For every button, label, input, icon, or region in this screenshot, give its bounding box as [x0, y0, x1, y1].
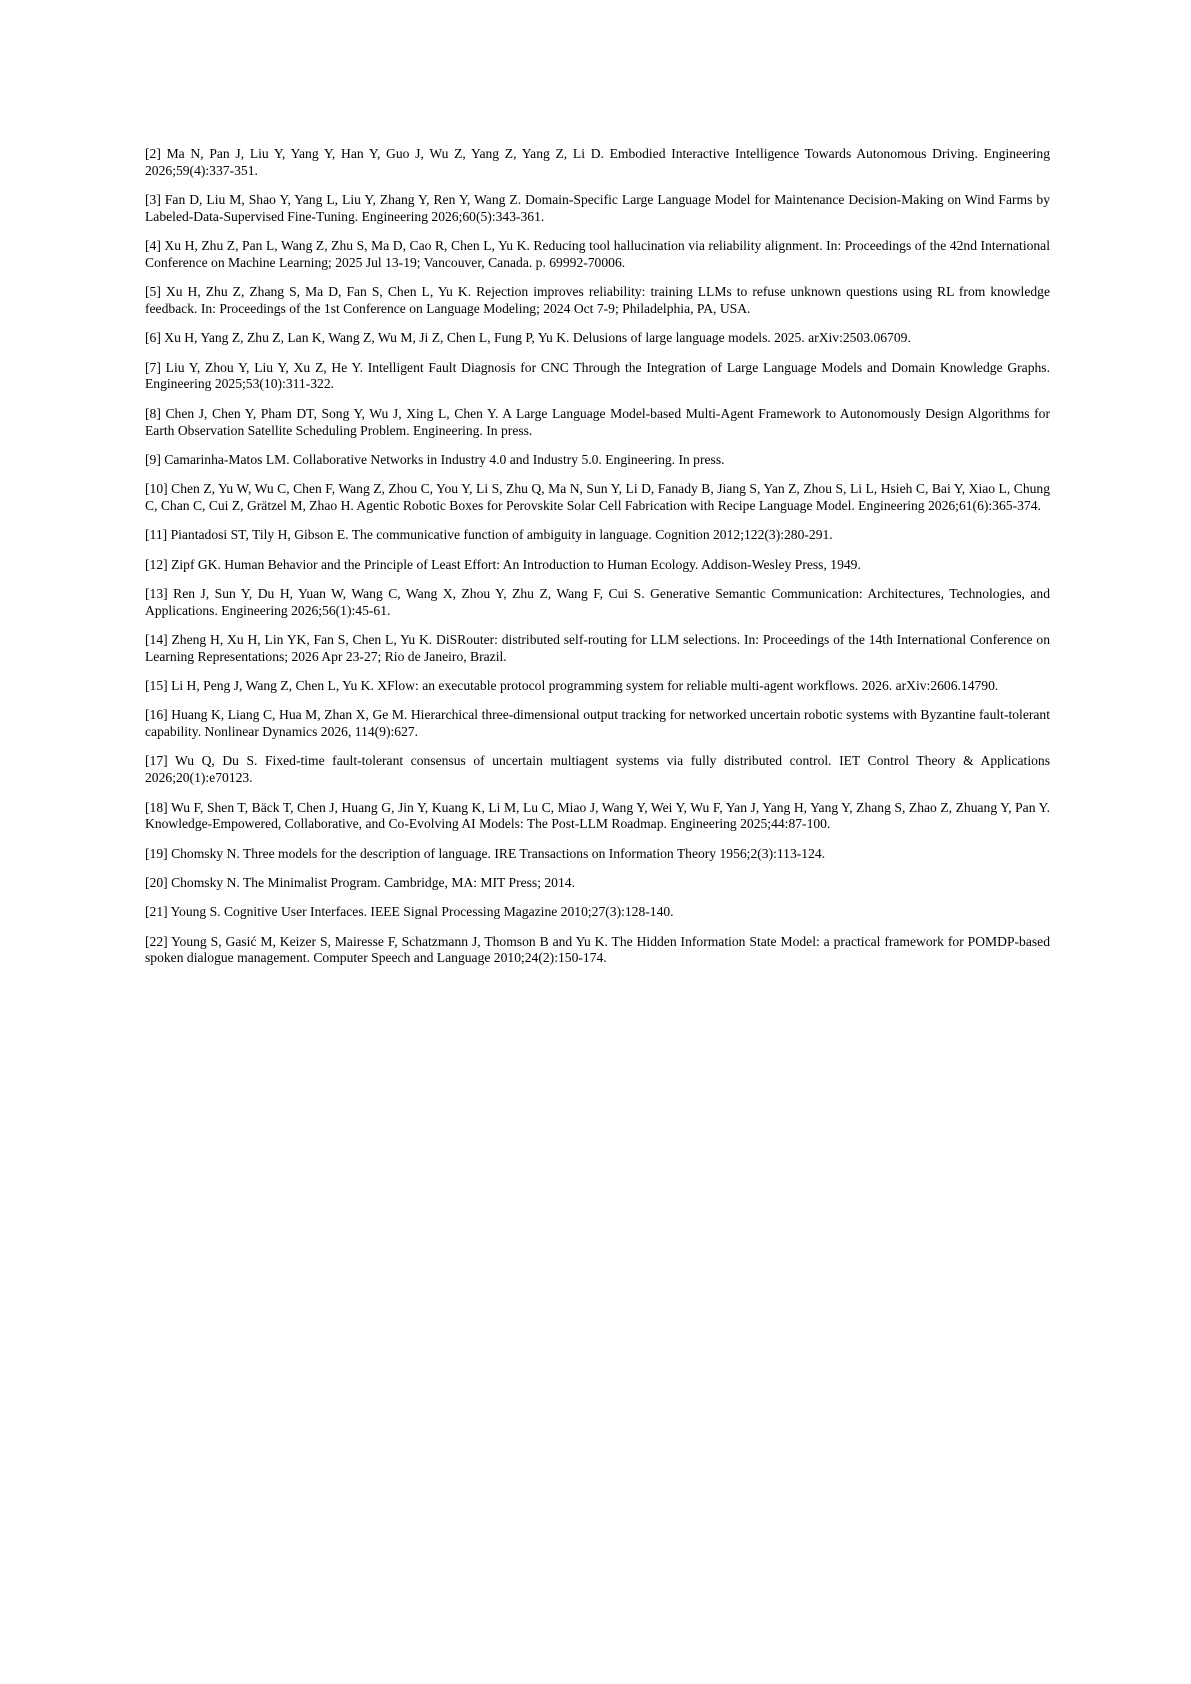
reference-item [145, 586, 1050, 620]
reference-number: [3] [145, 192, 161, 208]
reference-item [145, 406, 1050, 440]
reference-text: Chomsky N. The Minimalist Program. Cambridge, MA: MIT Press; 2014. [171, 874, 575, 890]
reference-item [145, 800, 1050, 834]
reference-text: Wu F, Shen T, Bäck T, Chen J, Huang G, Jin Y, Kuang K, Li M, Lu C, Miao J, Wang Y, Wei Y, Wu F, Yan J, Yang H, Yang Y, Zhang S, Zhao Z, Zhuang Y, Pan Y. Knowledge-Empowered, Collaborative, and Co-Evolving AI Models: The Post-LLM Roadmap. Engineering 2025;44:87-100. [145, 799, 1050, 832]
reference-number: [16] [145, 707, 168, 723]
reference-item [145, 678, 1050, 695]
reference-text: Xu H, Yang Z, Zhu Z, Lan K, Wang Z, Wu M, Ji Z, Chen L, Fung P, Yu K. Delusions of large language models. 2025. arXiv:2503.06709. [164, 330, 911, 346]
reference-number: [12] [145, 556, 168, 572]
reference-item [145, 934, 1050, 968]
reference-item [145, 904, 1050, 921]
reference-text: Chen Z, Yu W, Wu C, Chen F, Wang Z, Zhou C, You Y, Li S, Zhu Q, Ma N, Sun Y, Li D, Fanady B, Jiang S, Yan Z, Zhou S, Li L, Hsieh C, Bai Y, Xiao L, Chung C, Chan C, Cui Z, Grätzel M, Zhao H. Agentic Robotic Boxes for Perovskite Solar Cell Fabrication with Recipe Language Model. Engineering 2026;61(6):365-374. [145, 481, 1051, 513]
reference-item [145, 527, 1050, 544]
reference-text: Young S, Gasić M, Keizer S, Mairesse F, Schatzmann J, Thomson B and Yu K. The Hidden Information State Model: a practical framework for POMDP-based spoken dialogue management. Computer Speech and Language 2010;24(2):150-174. [145, 933, 1050, 966]
reference-item [145, 146, 1050, 180]
reference-text: Ma N, Pan J, Liu Y, Yang Y, Han Y, Guo J, Wu Z, Yang Z, Yang Z, Li D. Embodied Interactive Intelligence Towards Autonomous Driving. Engineering 2026;59(4):337-351. [145, 146, 1050, 178]
reference-text: Chen J, Chen Y, Pham DT, Song Y, Wu J, Xing L, Chen Y. A Large Language Model-based Multi-Agent Framework to Autonomously Design Algorithms for Earth Observation Satellite Scheduling Problem. Engineering. In press. [145, 405, 1050, 438]
reference-item [145, 192, 1050, 226]
reference-number: [18] [145, 799, 168, 815]
reference-text: Li H, Peng J, Wang Z, Chen L, Yu K. XFlow: an executable protocol programming system for reliable multi-agent workflows. 2026. arXiv:2606.14790. [171, 678, 999, 694]
reference-item [145, 632, 1050, 666]
reference-item [145, 360, 1050, 394]
reference-text: Zheng H, Xu H, Lin YK, Fan S, Chen L, Yu K. DiSRouter: distributed self-routing for LLM selections. In: Proceedings of the 14th International Conference on Learning Representations; 2026 Apr 23-27; Rio de Janeiro, Brazil. [145, 631, 1051, 664]
reference-number: [5] [145, 284, 161, 300]
reference-text: Chomsky N. Three models for the description of language. IRE Transactions on Information Theory 1956;2(3):113-124. [171, 845, 826, 861]
reference-item [145, 238, 1050, 272]
reference-number: [9] [145, 451, 161, 467]
reference-text: Fan D, Liu M, Shao Y, Yang L, Liu Y, Zhang Y, Ren Y, Wang Z. Domain-Specific Large Language Model for Maintenance Decision-Making on Wind Farms by Labeled-Data-Supervised Fine-Tuning. Engineering 2026;60(5):343-361. [145, 192, 1050, 224]
reference-item [145, 452, 1050, 469]
reference-text: Xu H, Zhu Z, Zhang S, Ma D, Fan S, Chen L, Yu K. Rejection improves reliability: training LLMs to refuse unknown questions using RL from knowledge feedback. In: Proceedings of the 1st Conference on Language Modeling; 2024 Oct 7-9; Philadelphia, PA, USA. [145, 284, 1050, 317]
reference-text: Ren J, Sun Y, Du H, Yuan W, Wang C, Wang X, Zhou Y, Zhu Z, Wang F, Cui S. Generative Semantic Communication: Architectures, Technologies, and Applications. Engineering 2026;56(1):45-61. [145, 585, 1051, 618]
reference-number: [22] [145, 933, 168, 949]
reference-text: Camarinha-Matos LM. Collaborative Networks in Industry 4.0 and Industry 5.0. Engineering. In press. [164, 451, 725, 467]
reference-item [145, 753, 1050, 787]
reference-number: [19] [145, 845, 168, 861]
reference-number: [6] [145, 330, 161, 346]
reference-item [145, 875, 1050, 892]
reference-number: [15] [145, 678, 168, 694]
reference-number: [11] [145, 527, 168, 543]
reference-item [145, 707, 1050, 741]
reference-text: Huang K, Liang C, Hua M, Zhan X, Ge M. Hierarchical three-dimensional output tracking for networked uncertain robotic systems with Byzantine fault-tolerant capability. Nonlinear Dynamics 2026, 114(9):627. [145, 707, 1050, 740]
reference-number: [20] [145, 874, 168, 890]
reference-number: [21] [145, 904, 168, 920]
reference-item [145, 284, 1050, 318]
reference-number: [17] [145, 753, 168, 769]
reference-list [145, 146, 1050, 980]
reference-text: Zipf GK. Human Behavior and the Principle of Least Effort: An Introduction to Human Ecology. Addison-Wesley Press, 1949. [171, 556, 861, 572]
reference-item [145, 846, 1050, 863]
reference-item [145, 481, 1050, 515]
reference-number: [14] [145, 631, 168, 647]
reference-text: Young S. Cognitive User Interfaces. IEEE Signal Processing Magazine 2010;27(3):128-140. [170, 904, 674, 920]
reference-number: [2] [145, 146, 161, 161]
reference-number: [7] [145, 359, 161, 375]
reference-number: [13] [145, 585, 168, 601]
reference-text: Piantadosi ST, Tily H, Gibson E. The communicative function of ambiguity in language. Cognition 2012;122(3):280-291. [170, 527, 833, 543]
reference-text: Liu Y, Zhou Y, Liu Y, Xu Z, He Y. Intelligent Fault Diagnosis for CNC Through the Integration of Large Language Models and Domain Knowledge Graphs. Engineering 2025;53(10):311-322. [145, 359, 1050, 392]
reference-item [145, 557, 1050, 574]
reference-number: [4] [145, 238, 161, 254]
reference-text: Wu Q, Du S. Fixed-time fault-tolerant consensus of uncertain multiagent systems via fully distributed control. IET Control Theory & Applications 2026;20(1):e70123. [145, 753, 1050, 786]
reference-number: [8] [145, 405, 161, 421]
reference-number: [10] [145, 481, 168, 497]
reference-text: Xu H, Zhu Z, Pan L, Wang Z, Zhu S, Ma D, Cao R, Chen L, Yu K. Reducing tool hallucination via reliability alignment. In: Proceedings of the 42nd International Conference on Machine Learning; 2025 Jul 13-19; Vancouver, Canada. p. 69992-70006. [145, 238, 1050, 270]
reference-item [145, 330, 1050, 347]
